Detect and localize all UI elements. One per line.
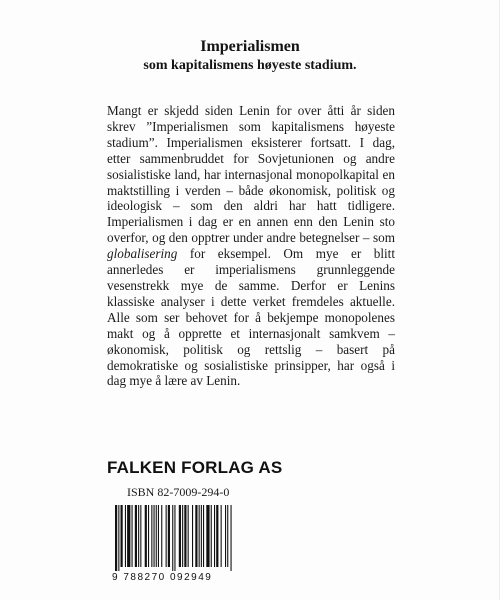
blurb-part-2: for eksempel. Om mye er blitt annerledes er imperialismens grunnleggende vesenstrekk mye de samme. Derfor er Lenins klassiske analyser i dette verket fremdeles aktuelle. Alle som ser behovet for å bekjempe monopolenes makt og å opprette et internasjonalt samkvem – økonomisk, politisk og rettslig – basert på demokratiske og sosialistiske prinsipper, har også i dag mye å lære av Lenin. xyxy=(107,246,395,389)
isbn-number: ISBN 82-7009-294-0 xyxy=(127,485,230,499)
publisher-name: FALKEN FORLAG AS xyxy=(107,458,283,477)
barcode-icon xyxy=(112,505,267,575)
barcode-digits: 9 788270 092949 xyxy=(112,572,213,583)
book-subtitle: som kapitalismens høyeste stadium. xyxy=(143,58,357,73)
blurb-italic-term: globalisering xyxy=(107,246,178,262)
blurb-part-1: Mangt er skjedd siden Lenin for over åtti år siden skrev ”Imperialismen som kapitalismens høyeste stadium”. Imperialismen eksisterer fortsatt. I dag, etter sammenbruddet for Sovjetunionen og andre sosialistiske land, har internasjonal monopolkapital en maktstilling i verden – både økonomisk, politisk og ideologisk – som den aldri har hatt tidligere. Imperialismen i dag er en annen enn den Lenin sto overfor, og den opptrer under andre betegnelser – som xyxy=(107,103,395,246)
blurb-text xyxy=(107,103,395,389)
book-title: Imperialismen xyxy=(200,38,300,55)
